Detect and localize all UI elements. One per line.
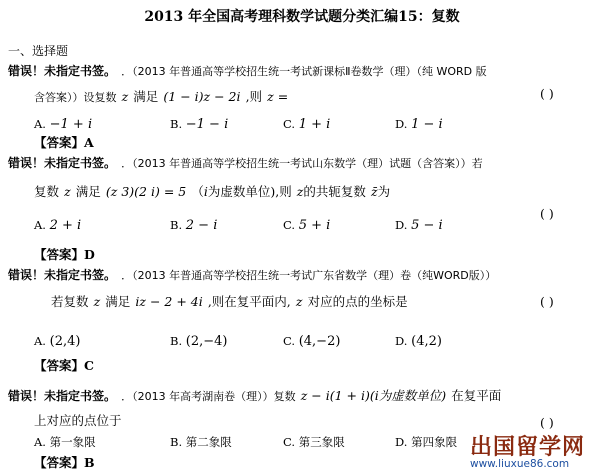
stem-formula: z − i(1 + i)(i为虚数单位) xyxy=(300,388,447,403)
stem-text: 对应的点的坐标是 xyxy=(307,294,408,309)
answer-paren: ( ) xyxy=(540,294,554,309)
var-z: z xyxy=(296,184,304,199)
stem-text: 为虚数单位),则 xyxy=(207,184,292,199)
question-source: ．（2013 年普通高等学校招生统一考试广东省数学（理）卷（纯WORD版）） xyxy=(121,269,497,282)
page-title: 2013 年全国高考理科数学试题分类汇编15：复数 xyxy=(144,9,460,25)
option-a: A. 2 + i xyxy=(34,218,82,233)
answer-paren: ( ) xyxy=(540,206,554,221)
answer-label: 【答案】C xyxy=(34,358,94,373)
stem-text: 为 xyxy=(377,184,391,199)
stem-text: 满足 xyxy=(105,294,131,309)
option-a: A. (2,4) xyxy=(34,334,81,349)
option-a: A. −1 + i xyxy=(34,117,93,132)
stem-formula: (1 − i)z − 2i xyxy=(163,89,241,104)
question-source: ．（2013 年普通高等学校招生统一考试新课标Ⅱ卷数学（理）（纯 WORD 版 xyxy=(121,65,487,78)
stem-formula: iz − 2 + 4i xyxy=(135,294,203,309)
error-bookmark: 错误！未指定书签。 xyxy=(8,389,117,403)
var-z: z xyxy=(121,89,129,104)
error-bookmark: 错误！未指定书签。 xyxy=(8,64,117,78)
watermark-name: 出国留学网 xyxy=(470,435,586,460)
option-d: D. (4,2) xyxy=(395,334,442,349)
stem-formula: z = xyxy=(267,89,289,104)
option-c: C. 1 + i xyxy=(283,117,331,132)
option-c: C. 第三象限 xyxy=(283,435,345,449)
question-source-cont: 含答案））设复数 xyxy=(34,91,117,104)
stem-text: 复数 xyxy=(34,184,60,199)
answer-label: 【答案】B xyxy=(34,455,95,470)
option-b: B. 2 − i xyxy=(170,218,218,233)
site-watermark xyxy=(470,430,604,471)
stem-text: 上对应的点位于 xyxy=(34,413,122,428)
stem-text: ,则在复平面内, xyxy=(207,294,291,309)
section-heading: 一、选择题 xyxy=(8,44,69,58)
var-i: i xyxy=(203,184,208,199)
error-bookmark: 错误！未指定书签。 xyxy=(8,156,117,170)
watermark-url: www.liuxue86.com xyxy=(470,458,570,470)
option-c: C. 5 + i xyxy=(283,218,331,233)
stem-text: 满足 xyxy=(133,89,159,104)
option-b: B. 第二象限 xyxy=(170,435,232,449)
stem-formula: (z 3)(2 i) = 5 xyxy=(105,184,187,199)
var-z-conj: z̄ xyxy=(371,184,378,199)
stem-text: 的共轭复数 xyxy=(303,184,366,199)
option-d: D. 第四象限 xyxy=(395,435,458,449)
var-z: z xyxy=(64,184,71,199)
stem-text: 在复平面 xyxy=(451,388,502,403)
stem-text: ,则 xyxy=(245,89,263,104)
var-z: z xyxy=(295,294,303,309)
answer-paren: ( ) xyxy=(540,415,554,430)
option-b: B. −1 − i xyxy=(170,117,229,132)
error-bookmark: 错误！未指定书签。 xyxy=(8,268,117,282)
answer-label: 【答案】A xyxy=(34,135,94,150)
option-d: D. 1 − i xyxy=(395,117,443,132)
question-source: ．（2013 年普通高等学校招生统一考试山东数学（理）试题（含答案））若 xyxy=(121,157,483,170)
answer-paren: ( ) xyxy=(540,86,554,101)
question-source: ．（2013 年高考湖南卷（理））复数 xyxy=(121,390,296,403)
option-d: D. 5 − i xyxy=(395,218,443,233)
option-b: B. (2,−4) xyxy=(170,334,228,349)
stem-text: 满足 xyxy=(75,184,101,199)
stem-text: （ xyxy=(191,184,204,199)
answer-label: 【答案】D xyxy=(34,247,95,262)
stem-text: 若复数 xyxy=(51,294,89,309)
option-a: A. 第一象限 xyxy=(34,435,96,449)
option-c: C. (4,−2) xyxy=(283,334,341,349)
var-z: z xyxy=(93,294,101,309)
